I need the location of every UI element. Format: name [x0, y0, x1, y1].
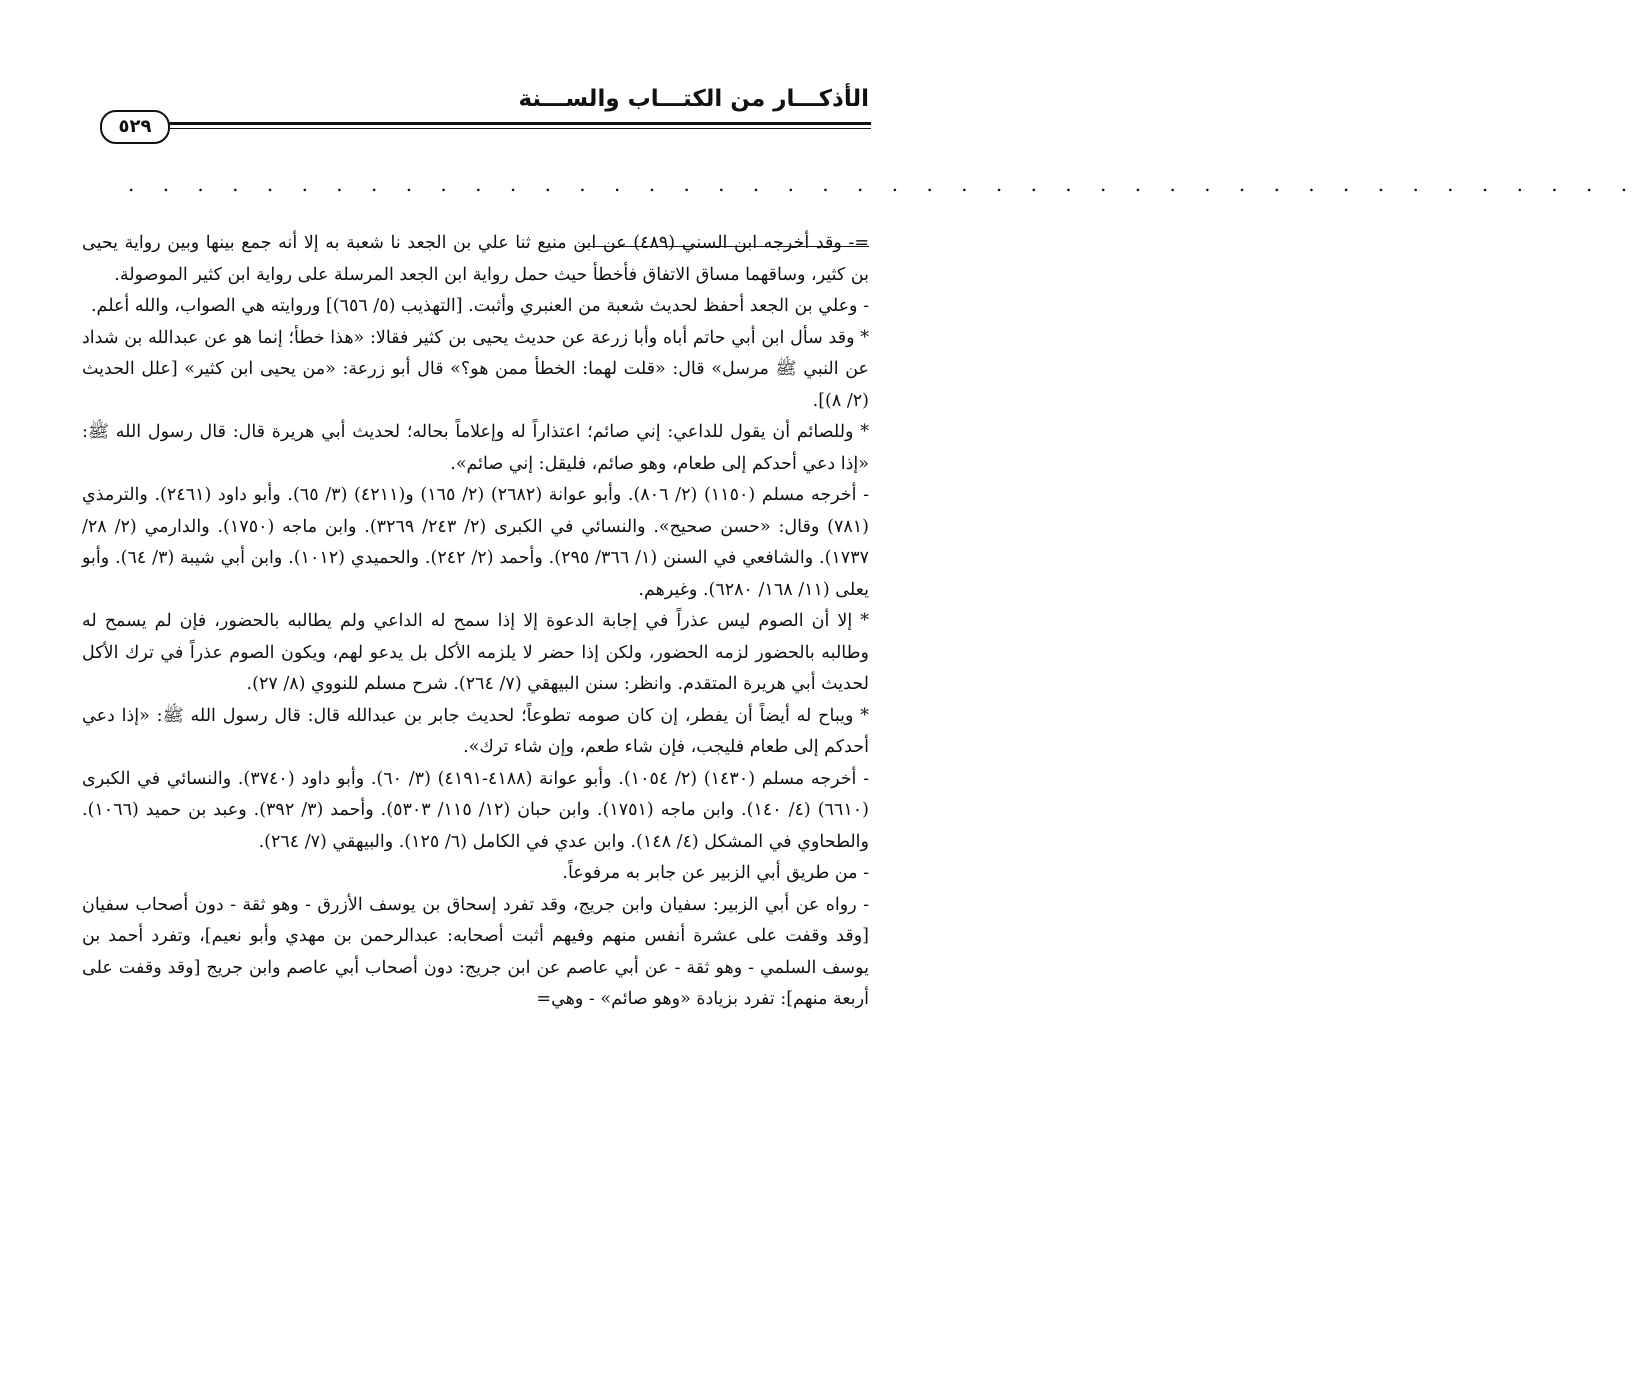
- paragraph-8: - أخرجه مسلم (١٤٣٠) (٢/ ١٠٥٤). وأبو عوانة (٤١٨٨-٤١٩١) (٣/ ٦٠). وأبو داود (٣٧٤٠). والنسائي في الكبرى (٦٦١٠) (٤/ ١٤٠). وابن ماجه (١٧٥١). وابن حبان (١٢/ ١١٥/ ٥٣٠٣). وأحمد (٣/ ٣٩٢). وعبد بن حميد (١٠٦٦). والطحاوي في المشكل (٤/ ١٤٨). وابن عدي في الكامل (٦/ ١٢٥). والبيهقي (٧/ ٢٦٤).: [82, 768, 870, 852]
- paragraph-2: - وعلي بن الجعد أحفظ لحديث شعبة من العنبري وأثبت. [التهذيب (٥/ ٦٥٦)] وروايته هي الصواب، والله أعلم.: [90, 296, 869, 316]
- paragraph-10: - رواه عن أبي الزبير: سفيان وابن جريج، وقد تفرد إسحاق بن يوسف الأزرق - وهو ثقة - دون أصحاب سفيان [وقد وقفت على عشرة أنفس منهم وفيهم أثبت أصحابه: عبدالرحمن بن مهدي وأبو نعيم]، وتفرد أحمد بن يوسف السلمي - وهو ثقة - عن أبي عاصم عن ابن جريج: دون أصحاب أبي عاصم وابن جريج [وقد وقفت على أربعة منهم]: تفرد بزيادة «وهو صائم» - وهي=: [82, 894, 869, 1009]
- paragraph-1: =- وقد أخرجه ابن السني (٤٨٩) عن ابن منيع ثنا علي بن الجعد نا شعبة به إلا أنه جمع بينها وبين رواية يحيى بن كثير، وساقهما مساق الاتفاق فأخطأ حيث حمل رواية ابن الجعد المرسلة على رواية ابن كثير الموصولة.: [82, 233, 870, 285]
- paragraph-3: * وقد سأل ابن أبي حاتم أباه وأبا زرعة عن حديث يحيى بن كثير فقالا: «هذا خطأ؛ إنما هو عن عبدالله بن شداد عن النبي ﷺ مرسل» قال: «قلت لهما: الخطأ ممن هو؟» قال أبو زرعة: «من يحيى ابن كثير» [علل الحديث (٢/ ٨)].: [82, 327, 869, 411]
- separator-dots: . . . . . . . . . . . . . . . . . . . . . . . . . . . . . . . . . . . . . . . . . . . .: [128, 172, 1638, 196]
- paragraph-4: * وللصائم أن يقول للداعي: إني صائم؛ اعتذاراً له وإعلاماً بحاله؛ لحديث أبي هريرة قال: قال رسول الله ﷺ: «إذا دعي أحدكم إلى طعام، وهو صائم، فليقل: إني صائم».: [82, 422, 869, 474]
- header-rule: [160, 122, 871, 125]
- footnote-text: [82, 228, 869, 1016]
- paragraph-9: - من طريق أبي الزبير عن جابر به مرفوعاً.: [562, 863, 869, 883]
- header-rule-thin: [160, 128, 871, 129]
- paragraph-7: * ويباح له أيضاً أن يفطر، إن كان صومه تطوعاً؛ لحديث جابر بن عبدالله قال: قال رسول الله ﷺ: «إذا دعي أحدكم إلى طعام فليجب، فإن شاء طعم، وإن شاء ترك».: [82, 705, 869, 757]
- paragraph-6: * إلا أن الصوم ليس عذراً في إجابة الدعوة إلا إذا سمح له الداعي ولم يطالبه بالحضور، فإن لم يسمح له وطالبه بالحضور لزمه الحضور، ولكن إذا حضر لا يلزمه الأكل بل يدعو لهم، ويكون الصوم عذراً في ترك الأكل لحديث أبي هريرة المتقدم. وانظر: سنن البيهقي (٧/ ٢٦٤). شرح مسلم للنووي (٨/ ٢٧).: [82, 611, 869, 694]
- running-title: الأذكـــار من الكتـــاب والســـنة: [518, 86, 869, 112]
- page-number: ٥٢٩: [100, 110, 170, 144]
- paragraph-5: - أخرجه مسلم (١١٥٠) (٢/ ٨٠٦). وأبو عوانة (٢٦٨٢) (٢/ ١٦٥) و(٤٢١١) (٣/ ٦٥). وأبو داود (٢٤٦١). والترمذي (٧٨١) وقال: «حسن صحيح». والنسائي في الكبرى (٢/ ٢٤٣/ ٣٢٦٩). وابن ماجه (١٧٥٠). والدارمي (٢/ ٢٨/ ١٧٣٧). والشافعي في السنن (١/ ٣٦٦/ ٢٩٥). وأحمد (٢/ ٢٤٢). والحميدي (١٠١٢). وابن أبي شيبة (٣/ ٦٤). وأبو يعلى (١١/ ١٦٨/ ٦٢٨٠). وغيرهم.: [82, 485, 870, 600]
